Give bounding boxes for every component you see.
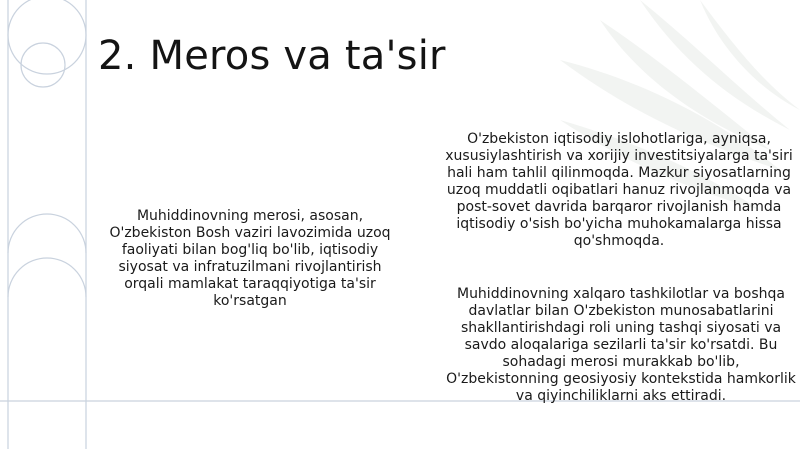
inner-arch-outline (8, 214, 86, 253)
right-bottom-paragraph: Muhiddinovning xalqaro tashkilotlar va boshqa davlatlar bilan O'zbekiston munosabatlarini shakllantirishdagi roli uning tashqi siyosati va savdo aloqalariga sezilarli ta'sir ko'rsatdi. Bu sohadagi merosi murakkab bo'lib, O'zbekistonning geosiyosiy kontekstida hamkorlik va qiyinchiliklarni aks ettiradi. (446, 286, 796, 404)
slide-title: 2. Meros va ta'sir (98, 32, 446, 79)
large-circle-outline (8, 0, 86, 74)
lower-arch-outline (8, 258, 86, 297)
right-top-paragraph: O'zbekiston iqtisodiy islohotlariga, ayniqsa, xususiylashtirish va xorijiy investitsiyalarga ta'siri hali ham tahlil qilinmoqda. Mazkur siyosatlarning uzoq muddatli oqibatlari hanuz rivojlanmoqda va post-sovet davrida barqaror rivojlanish hamda iqtisodiy o'sish bo'yicha muhokamalarga hissa qo'shmoqda. (445, 131, 793, 249)
left-paragraph: Muhiddinovning merosi, asosan, O'zbekiston Bosh vaziri lavozimida uzoq faoliyati bilan bog'liq bo'lib, iqtisodiy siyosat va infratuzilmani rivojlantirish orqali mamlakat taraqqiyotiga ta'sir ko'rsatgan (109, 208, 391, 309)
small-circle-outline (21, 43, 65, 87)
